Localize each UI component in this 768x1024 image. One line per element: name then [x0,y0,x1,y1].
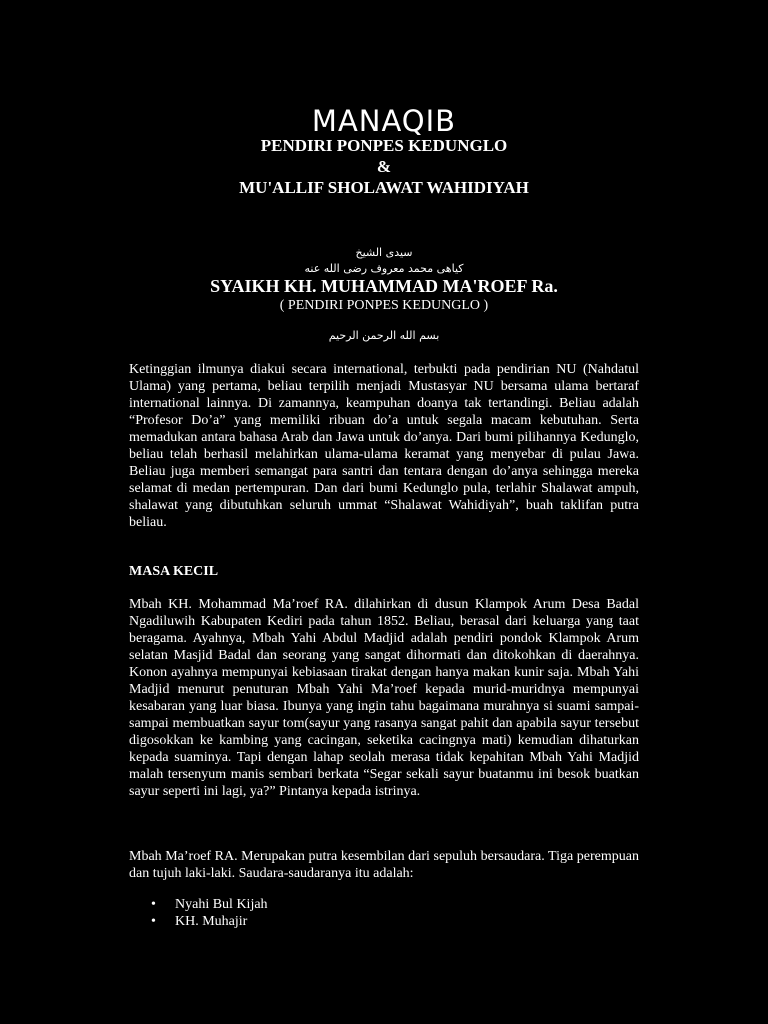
arabic-honorific-line-1: سيدى الشيخ [355,246,413,259]
siblings-list [129,896,639,930]
arabic-honorific-line-2: كياهى محمد معروف رضى الله عنه [304,262,464,275]
list-item: • Nyahi Bul Kijah [129,896,639,913]
document-title: MANAQIB [311,104,457,138]
subtitle-line-1: PENDIRI PONPES KEDUNGLO [260,136,508,155]
subject-name-subtitle: ( PENDIRI PONPES KEDUNGLO ) [279,298,489,313]
subject-name: SYAIKH KH. MUHAMMAD MA'ROEF Ra. [210,276,558,296]
basmala: بسم الله الرحمن الرحيم [328,329,440,342]
intro-paragraph: Ketinggian ilmunya diakui secara international, terbukti pada pendirian NU (Nahdatul Ulama) yang pertama, beliau terpilih menjadi Mustasyar NU bersama ulama bertaraf international lainnya. Di zamannya, keampuhan doanya tak tertandingi. Beliau adalah “Profesor Do’a” yang memiliki ribuan do’a untuk segala macam kebutuhan. Serta memadukan antara bahasa Arab dan Jawa untuk do’anya. Dari bumi pilihannya Kedunglo, beliau telah berhasil melahirkan ulama-ulama keramat yang menyebar di pulau Jawa. Beliau juga memberi semangat para santri dan tentara dengan do’anya sehingga mereka selamat di medan pertempuran. Dan dari bumi Kedunglo pula, terlahir Shalawat ampuh, shalawat yang dibutuhkan seluruh ummat “Shalawat Wahidiyah”, buah taklifan putra beliau. [129,362,639,530]
section-heading: MASA KECIL [129,564,219,579]
childhood-paragraph-2: Mbah Ma’roef RA. Merupakan putra kesembilan dari sepuluh bersaudara. Tiga perempuan dan tujuh laki-laki. Saudara-saudaranya itu adalah: [129,849,639,881]
list-item: • KH. Muhajir [129,913,639,930]
subtitle-line-3: MU'ALLIF SHOLAWAT WAHIDIYAH [239,178,529,197]
childhood-paragraph-1: Mbah KH. Mohammad Ma’roef RA. dilahirkan di dusun Klampok Arum Desa Badal Ngadiluwih Kabupaten Kediri pada tahun 1852. Beliau, berasal dari keluarga yang taat beragama. Ayahnya, Mbah Yahi Abdul Madjid adalah pendiri pondok Klampok Arum selatan Masjid Badal dan seorang yang sangat dihormati dan ditokohkan di daerahnya. Konon ayahnya mempunyai kebiasaan tirakat dengan hanya makan kunir saja. Mbah Yahi Madjid menurut penuturan Mbah Yahi Ma’roef kepada murid-muridnya mempunyai kesabaran yang luar biasa. Ibunya yang ingin tahu bagaimana murahnya si suami sampai-sampai membuatkan sayur tom(sayur yang rasanya sangat pahit dan apabila sayur tersebut digosokkan ke kambing yang cacingan, seketika cacingnya mati) kemudian dihaturkan kepada suaminya. Tapi dengan lahap seolah merasa tidak kepahitan Mbah Yahi Madjid malah tersenyum manis sembari berkata “Segar sekali sayur buatanmu ini besok buatkan sayur seperti ini lagi, ya?” Pintanya kepada istrinya. [129,597,639,799]
subtitle-line-2: & [376,157,392,176]
